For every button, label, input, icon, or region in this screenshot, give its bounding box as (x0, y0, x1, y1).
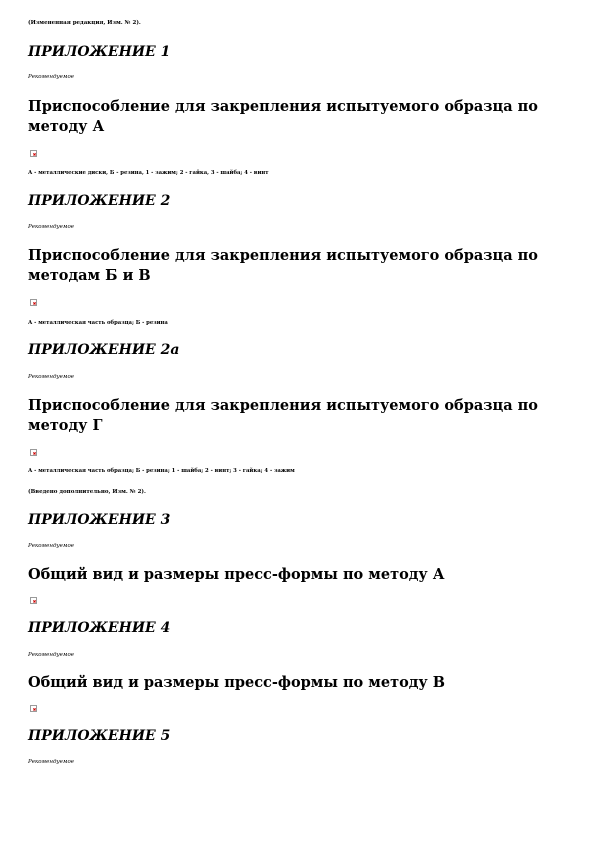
appendix-2a-caption: А - металлическая часть образца; Б - резина; 1 - шайба; 2 - винт; 3 - гайка; 4 - зажим (28, 468, 295, 474)
appendix-2a-heading: ПРИЛОЖЕНИЕ 2а (28, 342, 180, 358)
appendix-1-status: Рекомендуемое (28, 74, 75, 80)
broken-image-icon (30, 299, 37, 306)
appendix-3-heading: ПРИЛОЖЕНИЕ 3 (28, 512, 171, 528)
appendix-2-heading: ПРИЛОЖЕНИЕ 2 (28, 193, 171, 209)
appendix-5-status: Рекомендуемое (28, 759, 75, 765)
appendix-4-heading: ПРИЛОЖЕНИЕ 4 (28, 620, 171, 636)
appendix-2-status: Рекомендуемое (28, 224, 75, 230)
appendix-5-heading: ПРИЛОЖЕНИЕ 5 (28, 728, 171, 744)
amendment-note: (Измененная редакция, Изм. № 2). (28, 20, 141, 26)
broken-image-icon (30, 449, 37, 456)
appendix-2-caption: А - металлическая часть образца; Б - резина (28, 320, 168, 326)
appendix-1-title: Приспособление для закрепления испытуемого образца по методу А (28, 98, 538, 135)
appendix-2a-status: Рекомендуемое (28, 374, 75, 380)
appendix-4-title: Общий вид и размеры пресс-формы по методу В (28, 674, 446, 691)
appendix-3-title: Общий вид и размеры пресс-формы по методу А (28, 566, 445, 583)
appendix-1-heading: ПРИЛОЖЕНИЕ 1 (28, 44, 171, 60)
appendix-2a-title: Приспособление для закрепления испытуемого образца по методу Г (28, 397, 538, 434)
appendix-4-status: Рекомендуемое (28, 652, 75, 658)
appendix-1-caption: А - металлические диски, Б - резина, 1 - зажим; 2 - гайка, 3 - шайба; 4 - винт (28, 170, 269, 176)
broken-image-icon (30, 150, 37, 157)
broken-image-icon (30, 705, 37, 712)
addition-note: (Введено дополнительно, Изм. № 2). (28, 489, 146, 495)
appendix-2-title: Приспособление для закрепления испытуемого образца по методам Б и В (28, 247, 538, 284)
appendix-3-status: Рекомендуемое (28, 543, 75, 549)
broken-image-icon (30, 597, 37, 604)
